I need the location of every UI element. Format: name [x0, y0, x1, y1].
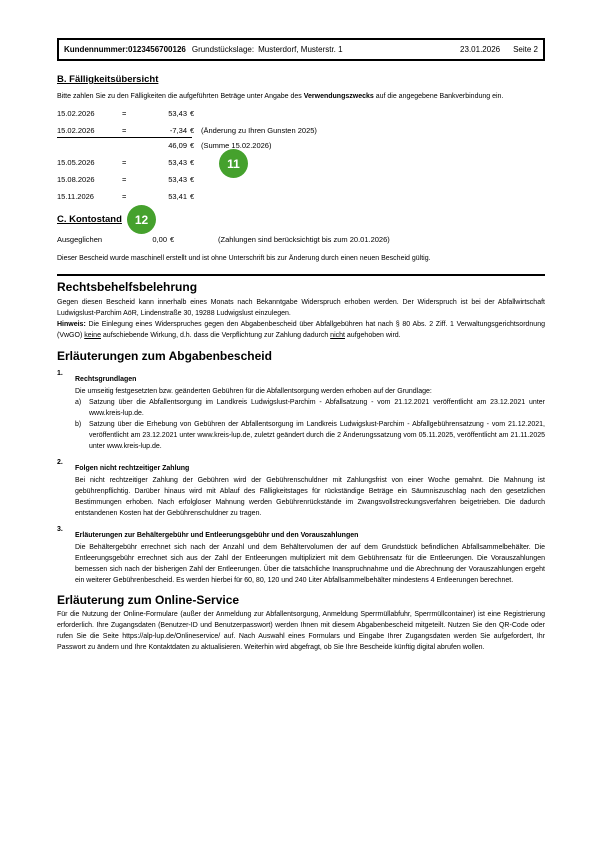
due-date: 15.05.2026 — [57, 158, 95, 167]
schedule-row — [57, 192, 545, 202]
amount: -7,34 — [169, 126, 187, 135]
row-note: (Änderung zu Ihren Gunsten 2025) — [201, 126, 317, 135]
currency: € — [190, 141, 195, 150]
row-note — [201, 192, 545, 202]
sum-divider-line — [57, 137, 192, 138]
section-c-title: C. Kontostand — [57, 214, 122, 225]
amount: 53,41 — [168, 192, 187, 201]
currency: € — [190, 192, 195, 201]
hinweis-part-2: aufschiebende Wirkung, d.h. dass die Verpflichtung zur Zahlung dadurch — [100, 332, 331, 339]
due-date — [57, 141, 122, 151]
amount: 46,09 — [168, 141, 187, 150]
amount: 53,43 — [168, 175, 187, 184]
equals-sign — [122, 141, 142, 151]
explanation-item-3 — [57, 524, 545, 586]
step-badge-11: 11 — [219, 149, 248, 178]
schedule-row — [57, 109, 545, 119]
property-location-value: Musterdorf, Musterstr. 1 — [258, 45, 343, 54]
sub-item-text: Satzung über die Erhebung von Gebühren der Abfallentsorgung im Landkreis Ludwigslust-Parchim - Abfallgebührensatzung - vom 21.12.2021, veröffentlicht am 23.12.2021 unter www.kreis-lup.de, zuletzt geändert durch die 2 Änderungssatzung vom 05.11.2025, veröffentlicht am 21.11.2025 unter www.kreis-lup.de. — [89, 421, 545, 450]
section-b-intro-bold: Verwendungszwecks — [303, 93, 374, 100]
equals-sign: = — [122, 158, 127, 167]
item-heading: Erläuterungen zur Behältergebühr und Entleerungsgebühr und den Vorauszahlungen — [75, 532, 359, 539]
due-date: 15.08.2026 — [57, 175, 95, 184]
due-date: 15.02.2026 — [57, 109, 95, 118]
explanation-item-1 — [57, 368, 545, 452]
section-b-intro-pre: Bitte zahlen Sie zu den Fälligkeiten die aufgeführten Beträge unter Angabe des — [57, 93, 304, 100]
erlaeuterungen-title: Erläuterungen zum Abgabenbescheid — [57, 349, 272, 363]
currency: € — [190, 175, 195, 184]
sub-item-label: a) — [75, 399, 82, 406]
section-divider — [57, 274, 545, 276]
rechtsbehelf-paragraph: Gegen diesen Bescheid kann innerhalb eines Monats nach Bekanntgabe Widerspruch erhoben werden. Der Widerspruch ist bei der Abfallwirtschaft Ludwigslust-Parchim AöR, Lindenstraße 30, 19288 Ludwigslust einzulegen. — [57, 299, 545, 317]
account-balance-row — [57, 235, 545, 245]
explanation-item-2 — [57, 457, 545, 519]
machine-generated-note: Dieser Bescheid wurde maschinell erstellt und ist ohne Unterschrift bis zur Änderung durch einen neuen Bescheid gültig. — [57, 255, 431, 262]
hinweis-part-3: aufgehoben wird. — [344, 332, 401, 339]
amount: 53,43 — [168, 109, 187, 118]
hinweis-part-1: Die Einlegung eines Widerspruches gegen den Abgabenbescheid über Abfallgebühren hat nach § 80 Abs. 2 Ziff. 1 Verwaltungsgerichtsordnung (VwGO) — [57, 321, 545, 339]
balance-status: Ausgeglichen — [57, 235, 103, 244]
item-number: 3. — [57, 526, 63, 533]
equals-sign: = — [122, 126, 127, 135]
section-b-title: B. Fälligkeitsübersicht — [57, 74, 159, 85]
schedule-row — [57, 126, 545, 136]
section-b-intro — [57, 92, 545, 102]
schedule-sum-row — [57, 141, 545, 151]
item-body: Bei nicht rechtzeitiger Zahlung der Gebühren wird der Gebührenschuldner mit Zahlungsfrist von einer Woche gemahnt. Die Mahnung ist gebührenpflichtig. Darüber hinaus wird mit Ablauf des Fälligkeitstages für rückständige Beträge ein Säumniszuschlag nach den gesetzlichen Bestimmungen erhoben. Nach erfolgloser Mahnung werden Gebührenrückstände im Zwangsvollstreckungsverfahren beigetrieben. Die dadurch entstandenen Kosten hat der Gebührenschuldner zu tragen. — [75, 477, 545, 517]
document-content — [57, 38, 545, 653]
online-service-title: Erläuterung zum Online-Service — [57, 593, 240, 607]
sub-item-text: Satzung über die Abfallentsorgung im Landkreis Ludwigslust-Parchim - Abfallsatzung - vom 21.12.2021 veröffentlicht am 23.12.2021 unter www.kreis-lup.de. — [89, 399, 545, 417]
equals-sign: = — [122, 109, 127, 118]
document-date: 23.01.2026 — [460, 45, 501, 54]
balance-note: (Zahlungen sind berücksichtigt bis zum 20.01.2026) — [218, 235, 390, 244]
hinweis-underline-keine: keine — [84, 332, 101, 339]
hinweis-label: Hinweis: — [57, 321, 86, 328]
row-note — [201, 109, 545, 119]
due-date: 15.02.2026 — [57, 126, 95, 135]
currency: € — [190, 109, 195, 118]
item-heading: Folgen nicht rechtzeitiger Zahlung — [75, 465, 190, 472]
equals-sign: = — [122, 175, 127, 184]
amount: 53,43 — [168, 158, 187, 167]
step-badge-12: 12 — [127, 205, 156, 234]
item-intro: Die umseitig festgesetzten bzw. geänderten Gebühren für die Abfallentsorgung werden erhoben auf der Grundlage: — [75, 388, 432, 395]
row-note: (Summe 15.02.2026) — [201, 141, 272, 150]
payment-schedule-table — [57, 109, 545, 209]
item-body: Die Behältergebühr errechnet sich nach der Anzahl und dem Behältervolumen der auf dem Grundstück befindlichen Abfallsammelbehälter. Die Entleerungsgebühr errechnet sich aus der Zahl der Entleerungen multipliziert mit dem Gebührensatz für die Entleerungen. Die Vorauszahlungen bemessen sich nach der bisherigen Zahl der Entleerungen. Über die tatsächliche Inanspruchnahme und die Abrechnung der Vorauszahlungen ergeht ein weiterer Gebührenbescheid. Es werden hierbei für 60, 80, 120 und 240 Liter Abfallsammelbehälter mindestens 4 Entleerungen berechnet. — [75, 544, 545, 584]
schedule-row — [57, 175, 545, 185]
hinweis-underline-nicht: nicht — [330, 332, 345, 339]
section-b-intro-post: auf die angegebene Bankverbindung ein. — [373, 93, 504, 100]
currency: € — [170, 235, 175, 244]
balance-amount: 0,00 — [152, 235, 167, 244]
sub-item-label: b) — [75, 421, 82, 428]
due-date: 15.11.2026 — [57, 192, 94, 201]
item-number: 1. — [57, 370, 63, 377]
row-note — [201, 175, 545, 185]
customer-number-value: 0123456700126 — [128, 45, 186, 54]
currency: € — [190, 126, 195, 135]
rechtsbehelf-hinweis — [57, 319, 545, 341]
item-heading: Rechtsgrundlagen — [75, 376, 137, 383]
rechtsbehelf-title: Rechtsbehelfsbelehrung — [57, 280, 198, 294]
customer-number-label: Kundennummer: — [64, 45, 128, 54]
item-number: 2. — [57, 459, 63, 466]
online-service-body: Für die Nutzung der Online-Formulare (außer der Anmeldung zur Abfallentsorgung, Anmeldung Sperrmüllabfuhr, Sperrmüllcontainer) ist eine Registrierung erforderlich. Ihre Zugangsdaten (Benutzer-ID und Benutzerpasswort) werden Ihnen mit diesem Abgabenbescheid mitgeteilt. Nutzen Sie den QR-Code oder rufen Sie die Seite https://alp-lup.de/Onlineservice/ auf. Nach Auswahl eines Formulars und Eingabe Ihrer Zugangsdaten werden Sie aufgefordert, Ihr Passwort zu ändern und Ihre Kontaktdaten zu aktualisieren. Weiterhin wird abgefragt, ob Sie Ihre Bescheide künftig digital abrufen wollen. — [57, 611, 545, 651]
property-location-label: Grundstückslage: — [191, 45, 255, 54]
header-box — [57, 38, 545, 61]
schedule-row — [57, 158, 545, 168]
sub-item-b — [75, 419, 545, 452]
currency: € — [190, 158, 195, 167]
row-note — [201, 158, 545, 168]
sub-item-a — [75, 397, 545, 419]
equals-sign: = — [122, 192, 127, 201]
page-number: Seite 2 — [513, 45, 538, 54]
